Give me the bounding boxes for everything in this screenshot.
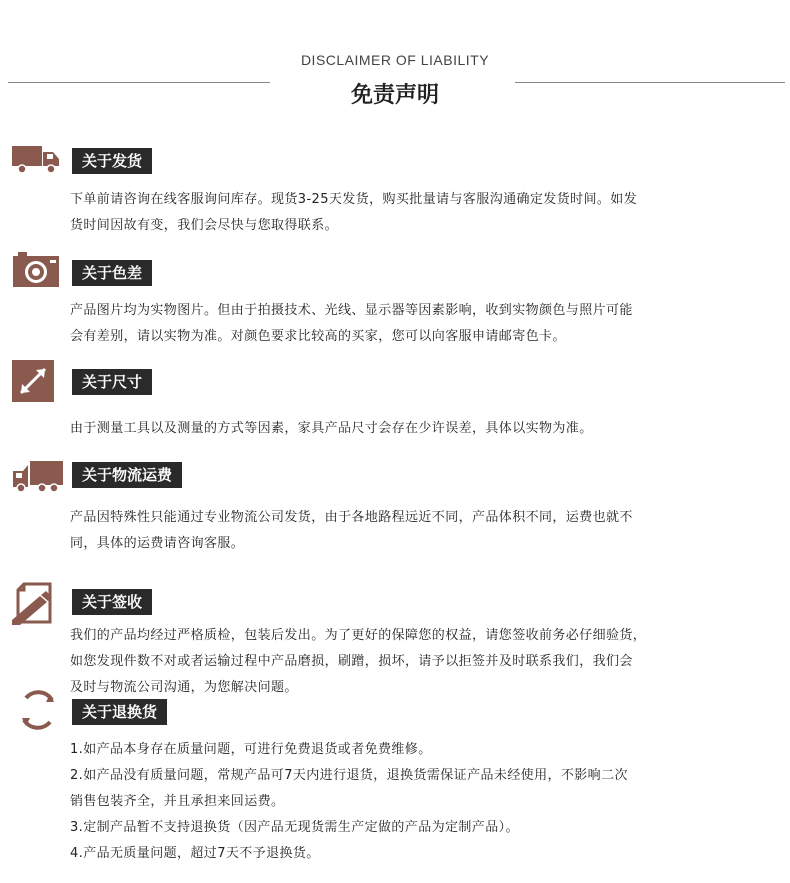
text-line: 及时与物流公司沟通，为您解决问题。	[70, 680, 298, 695]
section-title-returns: 关于退换货	[72, 699, 167, 725]
text-line: 如您发现件数不对或者运输过程中产品磨损，刷蹭，损坏，请予以拒签并及时联系我们，我们会	[70, 654, 633, 669]
text-line: 3.定制产品暂不支持退换货（因产品无现货需生产定做的产品为定制产品）。	[70, 820, 519, 835]
section-title-logistics: 关于物流运费	[72, 462, 182, 488]
section-text-logistics	[70, 505, 760, 557]
logistics-truck-icon	[12, 457, 64, 493]
section-text-returns	[70, 737, 760, 867]
text-line: 会有差别，请以实物为准。对颜色要求比较高的买家，您可以向客服申请邮寄色卡。	[70, 329, 566, 344]
text-line: 4.产品无质量问题，超过7天不予退换货。	[70, 846, 320, 861]
text-line: 由于测量工具以及测量的方式等因素，家具产品尺寸会存在少许误差，具体以实物为准。	[70, 421, 593, 436]
camera-icon	[12, 252, 60, 288]
section-text-color	[70, 298, 760, 350]
return-cycle-icon	[16, 688, 60, 732]
text-line: 货时间因故有变，我们会尽快与您取得联系。	[70, 218, 339, 233]
section-title-color: 关于色差	[72, 260, 152, 286]
header-title-cn: 免责声明	[350, 83, 439, 108]
delivery-truck-icon	[12, 140, 60, 176]
sign-document-icon	[10, 582, 60, 626]
section-title-signing: 关于签收	[72, 589, 152, 615]
section-title-shipping: 关于发货	[72, 148, 152, 174]
text-line: 销售包装齐全，并且承担来回运费。	[70, 794, 285, 809]
text-line: 我们的产品均经过严格质检，包装后发出。为了更好的保障您的权益，请您签收前务必仔细验货，	[70, 628, 647, 643]
section-text-shipping	[70, 187, 760, 239]
text-line: 2.如产品没有质量问题，常规产品可7天内进行退货，退换货需保证产品未经使用，不影响二次	[70, 768, 628, 783]
section-title-size: 关于尺寸	[72, 369, 152, 395]
text-line: 同，具体的运费请咨询客服。	[70, 536, 245, 551]
header-title-en: DISCLAIMER OF LIABILITY	[300, 52, 490, 68]
section-text-signing	[70, 623, 760, 701]
text-line: 产品因特殊性只能通过专业物流公司发货，由于各地路程远近不同，产品体积不同，运费也就不	[70, 510, 633, 525]
text-line: 产品图片均为实物图片。但由于拍摄技术、光线、显示器等因素影响，收到实物颜色与照片可能	[70, 303, 633, 318]
text-line: 1.如产品本身存在质量问题，可进行免费退货或者免费维修。	[70, 742, 432, 757]
section-text-size	[70, 416, 760, 442]
resize-arrow-icon	[12, 360, 54, 402]
text-line: 下单前请咨询在线客服询问库存。现货3-25天发货，购买批量请与客服沟通确定发货时间。如发	[70, 192, 638, 207]
